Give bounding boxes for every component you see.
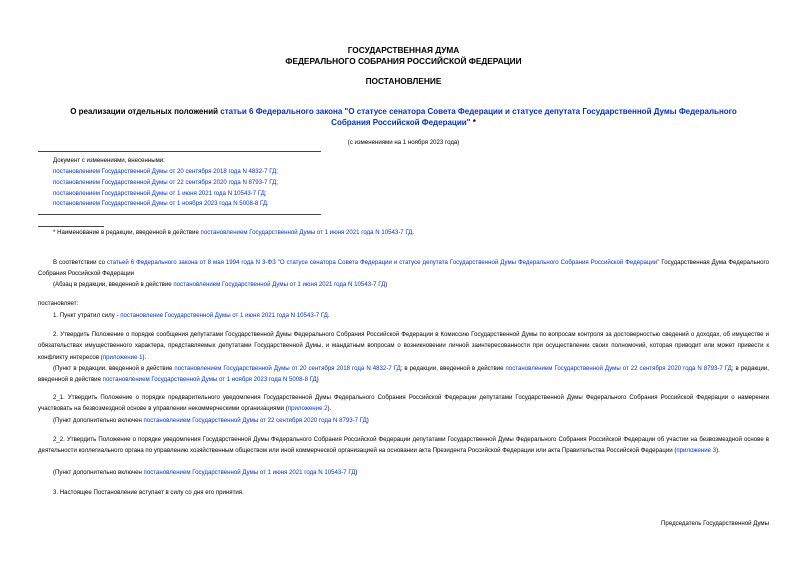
footnote-end: . bbox=[412, 229, 415, 236]
item-1-text: 1. Пункт утратил силу - bbox=[53, 312, 121, 319]
changes-note: (с изменениями на 1 ноября 2023 года) bbox=[347, 139, 460, 146]
preamble-text: В соответствии со bbox=[53, 259, 107, 266]
amendment-link[interactable]: постановлением Государственной Думы от 1 июня 2021 года N 10543-7 ГД; bbox=[53, 190, 267, 197]
item-2-1-text: 2_1. Утвердить Положение о порядке предварительного уведомления Государственной Думы Федерального Собрания Российской Федерации депутатами Государственной Думы Федерального Собрания Российской Федерации о намерении участвовать на безвозмездной основе в управлении некоммерческими организациями ( bbox=[38, 394, 769, 413]
edition-note-end: ) bbox=[385, 281, 388, 288]
addition-note-link[interactable]: постановлением Государственной Думы от 1 июня 2021 года N 10543-7 ГД bbox=[143, 469, 356, 476]
addition-note-end: ) bbox=[355, 469, 358, 476]
item-2-1-appendix-link[interactable]: приложение 2 bbox=[287, 405, 328, 413]
resolves-label: постановляет: bbox=[38, 300, 79, 307]
item-3: 3. Настоящее Постановление вступает в силу со дня его принятия. bbox=[53, 489, 244, 496]
footnote-rule bbox=[38, 226, 104, 227]
header-line2: ФЕДЕРАЛЬНОГО СОБРАНИЯ РОССИЙСКОЙ ФЕДЕРАЦИИ bbox=[285, 56, 522, 66]
amendment-link[interactable]: постановлением Государственной Думы от 22 сентября 2020 года N 8793-7 ГД; bbox=[53, 179, 278, 186]
preamble-edition-note bbox=[53, 279, 387, 290]
amendment-link[interactable]: постановлением Государственной Думы от 1 ноября 2023 года N 5008-8 ГД. bbox=[53, 200, 269, 207]
edition-note-link[interactable]: постановлением Государственной Думы от 1 июня 2021 года N 10543-7 ГД bbox=[173, 281, 386, 288]
amendments-top-rule bbox=[38, 151, 321, 152]
item-2-note-end: ) bbox=[316, 376, 319, 384]
addition-note-text: (Пункт дополнительно включен bbox=[53, 469, 144, 476]
footnote-link[interactable]: постановлением Государственной Думы от 1 июня 2021 года N 10543-7 ГД bbox=[200, 229, 413, 236]
item-1 bbox=[53, 310, 330, 321]
item-2-2-end: ). bbox=[716, 447, 720, 455]
item-2-2-addition-note bbox=[53, 467, 357, 478]
header-line1: ГОСУДАРСТВЕННАЯ ДУМА bbox=[347, 45, 460, 55]
amendment-link[interactable]: постановлением Государственной Думы от 20 сентября 2018 года N 4832-7 ГД; bbox=[53, 168, 278, 175]
preamble bbox=[38, 257, 769, 280]
item-2-2 bbox=[38, 434, 769, 457]
item-2-end: ). bbox=[142, 353, 147, 361]
title-law-link[interactable]: статьи 6 Федерального закона "О статусе сенатора Совета Федерации и статусе депутата Государственной Думы Федерального Собрания Российской Федерации" bbox=[220, 107, 737, 127]
item-2-note-link[interactable]: постановлением Государственной Думы от 20 сентября 2018 года N 4832-7 ГД bbox=[174, 365, 401, 372]
preamble-text-end: Государственная Дума Федерального Собрания Российской Федерации bbox=[38, 259, 769, 278]
document-type: ПОСТАНОВЛЕНИЕ bbox=[365, 76, 442, 86]
item-2-note-link[interactable]: постановлением Государственной Думы от 22 сентября 2020 года N 8793-7 ГД bbox=[505, 365, 732, 372]
amendments-bottom-rule bbox=[38, 214, 321, 215]
item-1-link[interactable]: постановление Государственной Думы от 1 июня 2021 года N 10543-7 ГД bbox=[120, 312, 328, 319]
item-2-note-text: ; в редакции, введенной в действие bbox=[38, 365, 769, 384]
amendments-intro: Документ с изменениями, внесенными: bbox=[53, 157, 165, 164]
item-2-note-text: ; в редакции, введенной в действие bbox=[400, 365, 506, 372]
item-2-2-text: 2_2. Утвердить Положение о порядке уведомления Государственной Думы Федерального Собрания Российской Федерации депутатами Государственной Думы Федерального Собрания Российской Федерации об участии на безвозмездной основе в деятельности коллегиального органа по управлению хозяйственным обществом или иной коммерческой организацией на основании акта Президента Российской Федерации или акта Правительства Российской Федерации ( bbox=[38, 436, 769, 455]
item-2 bbox=[38, 329, 769, 363]
title-suffix: * bbox=[470, 118, 476, 127]
edition-note-text: (Абзац в редакции, введенной в действие bbox=[53, 281, 174, 288]
item-2-appendix-link[interactable]: приложение 1 bbox=[102, 353, 143, 361]
item-2-note-link[interactable]: постановлением Государственной Думы от 1 ноября 2023 года N 5008-8 ГД bbox=[102, 376, 317, 384]
item-2-note-text: (Пункт в редакции, введенной в действие bbox=[53, 365, 175, 372]
item-2-2-appendix-link[interactable]: приложение 3 bbox=[676, 447, 717, 455]
item-1-end: . bbox=[327, 312, 330, 319]
document-title bbox=[60, 106, 747, 128]
preamble-law-link[interactable]: статьей 6 Федерального закона от 8 мая 1994 года N 3-ФЗ "О статусе сенатора Совета Федерации и статусе депутата Государственной Думы Федерального Собрания Российской Федерации" bbox=[106, 259, 660, 266]
addition-note-link[interactable]: постановлением Государственной Думы от 22 сентября 2020 года N 8793-7 ГД bbox=[143, 417, 367, 424]
signature: Председатель Государственной Думы bbox=[661, 520, 769, 527]
footnote-text: * Наименование в редакции, введенной в действие bbox=[53, 229, 201, 236]
addition-note-text: (Пункт дополнительно включен bbox=[53, 417, 144, 424]
item-2-text: 2. Утвердить Положение о порядке сообщения депутатами Государственной Думы Федерального Собрания Российской Федерации в Комиссию Государственной Думы по вопросам контроля за достоверностью сведений о доходах, об имуществе и обязательствах имущественного характера, представляемых депутатами Государственной Думы, и мандатным вопросам о возникновении личной заинтересованности при осуществлении своих полномочий, которая приводит или может привести к конфликту интересов ( bbox=[38, 331, 769, 361]
item-2-edition-note bbox=[38, 363, 769, 386]
item-2-1-end: ). bbox=[327, 405, 332, 413]
title-prefix: О реализации отдельных положений bbox=[70, 107, 221, 116]
item-2-1 bbox=[38, 392, 769, 415]
addition-note-end: ) bbox=[366, 417, 369, 424]
item-2-1-addition-note bbox=[53, 415, 369, 426]
footnote bbox=[53, 229, 414, 237]
